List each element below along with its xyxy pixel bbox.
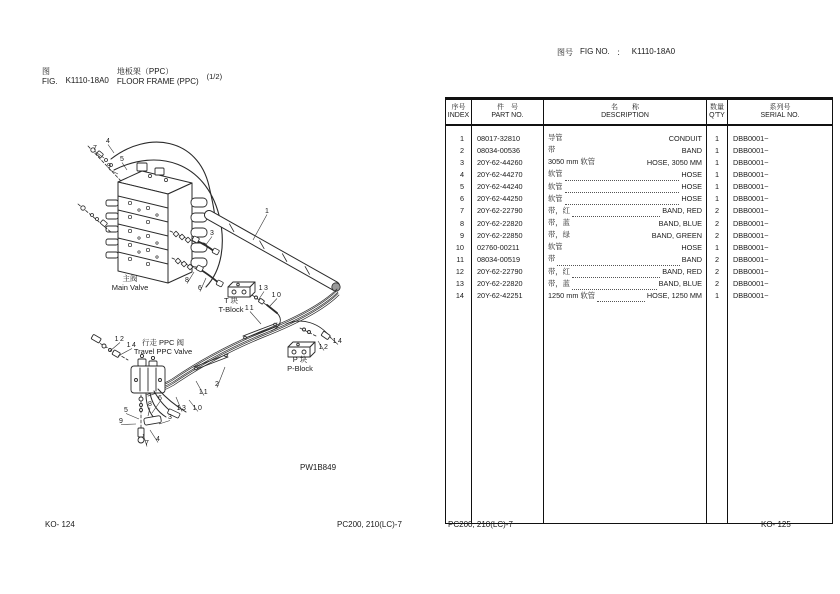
cell-index: 8 <box>446 217 472 229</box>
cell-qty: 2 <box>707 217 728 229</box>
cell-index: 13 <box>446 278 472 290</box>
cell-index: 2 <box>446 144 472 156</box>
callout-number: 4 <box>106 138 110 145</box>
col-header-serial-no: 系列号 SERIAL NO. <box>760 103 800 119</box>
fig-no-label-en: FIG NO. <box>580 47 610 56</box>
cell-part-no: 20Y-62-44260 <box>472 156 544 168</box>
callout-number: 5 <box>124 407 128 414</box>
part-label-en: Travel PPC Valve <box>133 347 193 356</box>
cell-part-no: 20Y-62-22790 <box>472 205 544 217</box>
cell-serial: DBB0001~ <box>733 242 769 252</box>
cell-serial: DBB0001~ <box>733 254 769 264</box>
cell-part-no: 20Y-62-22790 <box>472 266 544 278</box>
left-model-code: PC200, 210(LC)-7 <box>337 520 402 529</box>
cell-qty: 1 <box>707 241 728 253</box>
cell-description: 带 BAND <box>544 144 707 156</box>
cell-qty: 2 <box>707 205 728 217</box>
cell-index: 5 <box>446 181 472 193</box>
callout-number: 14 <box>126 342 138 349</box>
cell-description: 3050 mm 软管 HOSE, 3050 MM <box>544 156 707 168</box>
callout-number: 9 <box>107 163 111 170</box>
cell-qty: 2 <box>707 253 728 265</box>
part-label-zh: 主阀 <box>122 274 138 283</box>
fig-no-header <box>557 47 675 58</box>
cell-serial: DBB0001~ <box>733 194 769 204</box>
cell-qty: 1 <box>707 132 728 144</box>
filler-cell <box>728 302 832 523</box>
callout-number: 3 <box>168 414 172 421</box>
part-label-en: Main Valve <box>111 283 149 292</box>
callout-number: 6 <box>198 285 202 292</box>
callout-number: 13 <box>258 285 270 292</box>
cell-part-no: 08034-00536 <box>472 144 544 156</box>
callout-leader <box>250 312 261 325</box>
parts-table-header <box>446 100 832 126</box>
callout-number: 7 <box>145 440 149 447</box>
col-header-description: 名 称 DESCRIPTION <box>544 100 707 124</box>
callout-number: 2 <box>215 381 219 388</box>
filler-cell <box>472 302 544 523</box>
callout-number: 4 <box>156 436 160 443</box>
right-model-code: PC200, 210(LC)-7 <box>448 520 513 529</box>
cell-description: 软管 HOSE <box>544 241 707 253</box>
p-block-drawing <box>286 321 331 357</box>
conduit-drawing <box>209 215 340 291</box>
cell-part-no: 08017-32810 <box>472 132 544 144</box>
cell-index: 3 <box>446 156 472 168</box>
fig-no-value: K1110-18A0 <box>631 47 676 56</box>
cell-part-no: 20Y-62-44250 <box>472 193 544 205</box>
callout-number: 11 <box>198 389 210 396</box>
cell-serial: DBB0001~ <box>733 206 769 216</box>
col-header-qty: 数量 Q'TY <box>707 100 728 124</box>
cell-part-no: 20Y-62-42251 <box>472 290 544 302</box>
part-label-zh: P 块 <box>292 355 308 364</box>
part-label-zh: T 块 <box>223 296 239 305</box>
callout-number: 7 <box>93 145 97 152</box>
callout-number: 11 <box>244 305 256 312</box>
part-label-zh: 行走 PPC 阀 <box>141 338 185 347</box>
cell-serial: DBB0001~ <box>733 279 769 289</box>
callout-number: 13 <box>176 405 188 412</box>
callout-number: 9 <box>119 418 123 425</box>
cell-description: 带，红 BAND, RED <box>544 205 707 217</box>
cell-description: 带 BAND <box>544 253 707 265</box>
cell-serial: DBB0001~ <box>733 133 769 143</box>
cell-index: 14 <box>446 290 472 302</box>
fig-no-colon: ： <box>616 48 625 57</box>
fig-number: K1110-18A0 <box>65 76 109 85</box>
cell-index: 11 <box>446 253 472 265</box>
cell-part-no: 08034-00519 <box>472 253 544 265</box>
figure-title-zh: 地板架（PPC） <box>116 67 174 76</box>
filler-cell <box>544 302 707 523</box>
callout-number: 14 <box>332 338 344 345</box>
cell-index: 12 <box>446 266 472 278</box>
callout-leader <box>108 145 114 154</box>
cell-qty: 1 <box>707 144 728 156</box>
fig-no-label-zh: 图号 <box>557 48 573 57</box>
table-body <box>446 126 832 523</box>
callout-leader <box>121 424 136 425</box>
sheet-number: (1/2) <box>206 72 223 81</box>
figure-title-en: FLOOR FRAME (PPC) <box>116 77 199 86</box>
cell-part-no: 20Y-62-22820 <box>472 217 544 229</box>
callout-number: 8 <box>148 401 152 408</box>
callout-number: 12 <box>318 344 330 351</box>
callout-number: 8 <box>185 277 189 284</box>
cell-part-no: 02760-00211 <box>472 241 544 253</box>
part-label-en: P-Block <box>287 364 313 373</box>
cell-description: 带，蓝 BAND, BLUE <box>544 217 707 229</box>
cell-description: 软管 HOSE <box>544 193 707 205</box>
cell-description: 带，绿 BAND, GREEN <box>544 229 707 241</box>
cell-description: 导管 CONDUIT <box>544 132 707 144</box>
callout-number: 10 <box>271 292 283 299</box>
parts-table <box>445 97 833 524</box>
callout-leader <box>205 237 212 247</box>
cell-qty: 1 <box>707 193 728 205</box>
cell-serial: DBB0001~ <box>733 291 769 301</box>
cell-index: 6 <box>446 193 472 205</box>
cell-part-no: 20Y-62-44240 <box>472 181 544 193</box>
cell-description: 带，蓝 BAND, BLUE <box>544 278 707 290</box>
callout-leader <box>259 292 264 300</box>
cell-qty: 2 <box>707 266 728 278</box>
cell-qty: 1 <box>707 290 728 302</box>
callout-number: 3 <box>210 230 214 237</box>
col-header-index: 序号 INDEX <box>446 100 472 124</box>
cell-index: 1 <box>446 132 472 144</box>
callout-leader <box>126 414 139 420</box>
callout-number: 1 <box>265 208 269 215</box>
callout-leader <box>118 349 132 357</box>
left-page-number: KO- 124 <box>45 520 75 529</box>
callout-number: 6 <box>158 395 162 402</box>
cell-index: 7 <box>446 205 472 217</box>
drawing-number: PW1B849 <box>300 463 337 472</box>
cell-index: 9 <box>446 229 472 241</box>
cell-part-no: 20Y-62-44270 <box>472 168 544 180</box>
cell-serial: DBB0001~ <box>733 145 769 155</box>
cell-description: 1250 mm 软管 HOSE, 1250 MM <box>544 290 707 302</box>
cell-qty: 2 <box>707 229 728 241</box>
cell-description: 带，红 BAND, RED <box>544 266 707 278</box>
cell-qty: 1 <box>707 156 728 168</box>
part-label-en: T-Block <box>218 305 244 314</box>
cell-qty: 1 <box>707 181 728 193</box>
callout-number: 10 <box>192 405 204 412</box>
cell-qty: 2 <box>707 278 728 290</box>
callout-leader <box>253 215 267 241</box>
callout-number: 12 <box>114 336 126 343</box>
cell-description: 软管 HOSE <box>544 181 707 193</box>
cell-serial: DBB0001~ <box>733 230 769 240</box>
cell-part-no: 20Y-62-22820 <box>472 278 544 290</box>
fig-label-zh: 图 <box>42 67 50 76</box>
callout-leader <box>269 299 277 308</box>
filler-cell <box>446 302 472 523</box>
col-header-part-no: 件 号 PART NO. <box>472 100 544 124</box>
cell-serial: DBB0001~ <box>733 157 769 167</box>
cell-index: 4 <box>446 168 472 180</box>
cell-description: 软管 HOSE <box>544 168 707 180</box>
callout-number: 5 <box>120 156 124 163</box>
filler-cell <box>707 302 728 523</box>
cell-serial: DBB0001~ <box>733 182 769 192</box>
fig-label-en: FIG. <box>42 77 58 86</box>
cell-index: 10 <box>446 241 472 253</box>
cell-serial: DBB0001~ <box>733 218 769 228</box>
cell-serial: DBB0001~ <box>733 169 769 179</box>
cell-qty: 1 <box>707 168 728 180</box>
right-page-number: KO- 125 <box>761 520 791 529</box>
cell-part-no: 20Y-62-22850 <box>472 229 544 241</box>
cell-serial: DBB0001~ <box>733 267 769 277</box>
